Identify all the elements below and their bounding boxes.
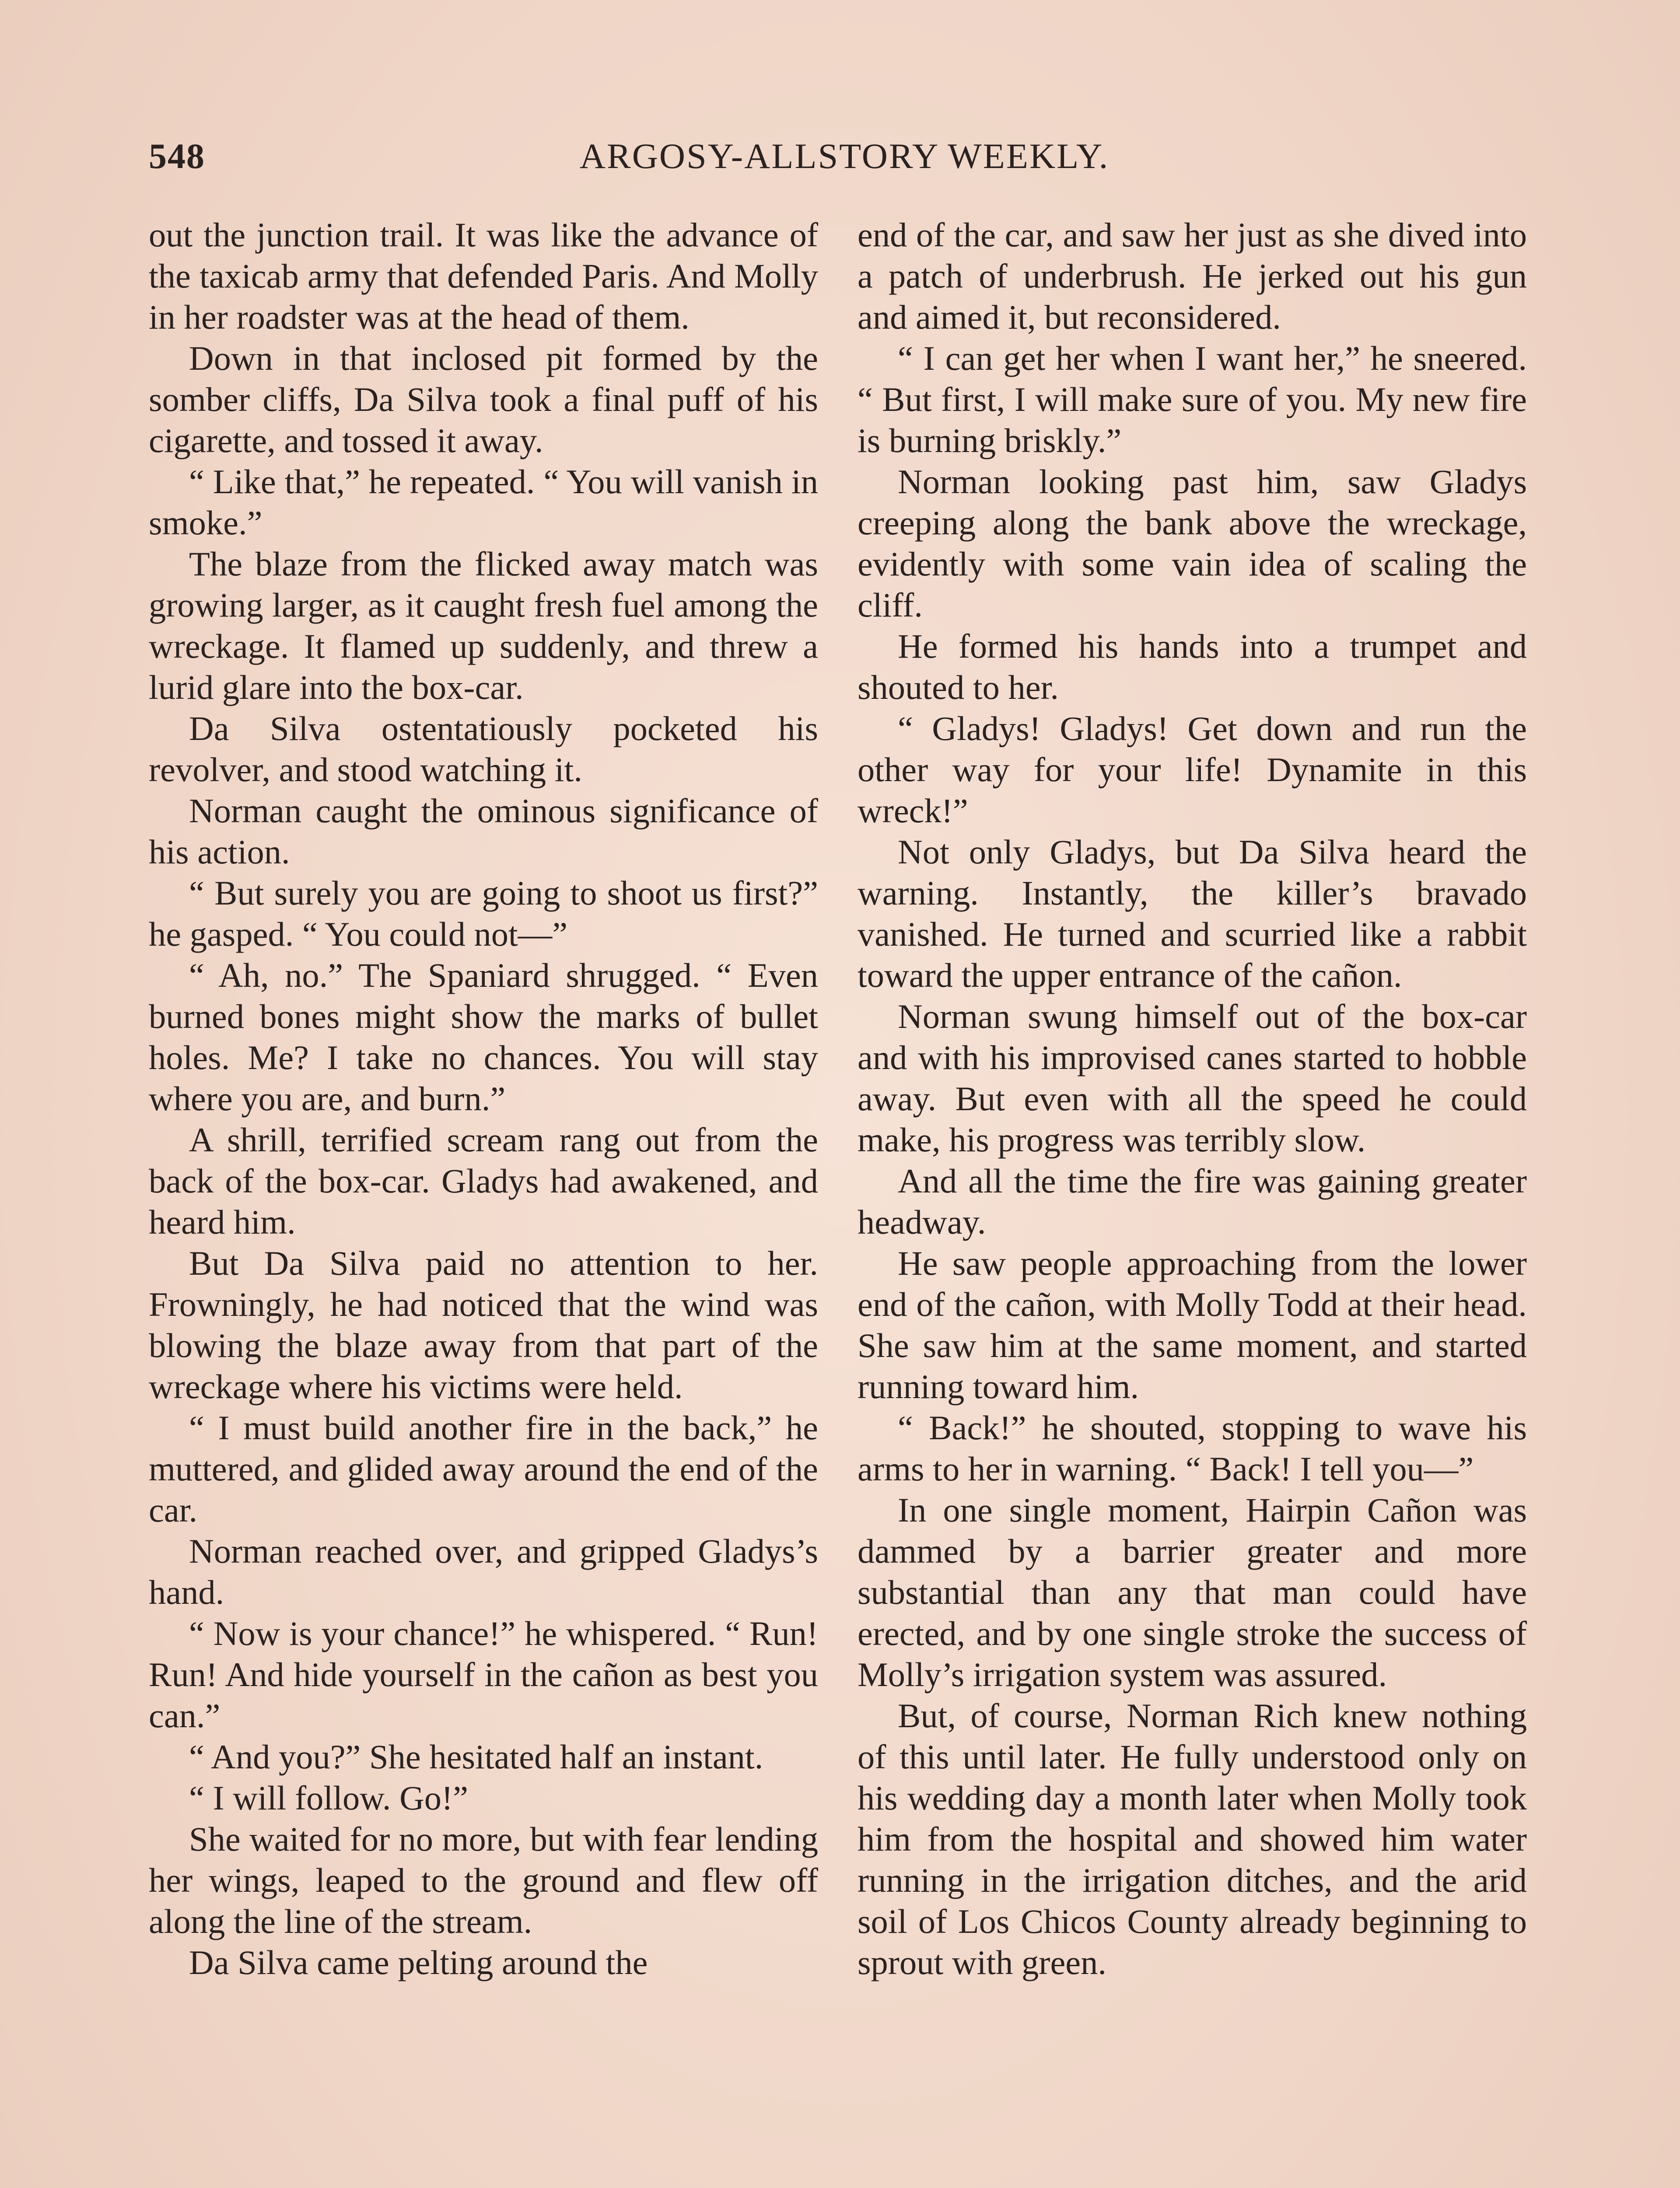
running-title: ARGOSY-ALLSTORY WEEKLY.	[579, 136, 1110, 176]
paragraph: “ I can get her when I want her,” he sneered. “ But first, I will make sure of you. My new fire is burning briskly.”	[858, 339, 1527, 459]
paragraph: He saw people approaching from the lower end of the cañon, with Molly Todd at their head. She saw him at the same moment, and started running toward him.	[858, 1244, 1527, 1406]
right-text-column	[858, 214, 1527, 1983]
paragraph: “ I will follow. Go!”	[189, 1779, 469, 1817]
paragraph: Not only Gladys, but Da Silva heard the warning. Instantly, the killer’s bravado vanished. He turned and scurried like a rabbit toward the upper entrance of the cañon.	[858, 833, 1527, 994]
paragraph: “ But surely you are going to shoot us first?” he gasped. “ You could not—”	[149, 874, 818, 953]
paragraph: Da Silva came pelting around the	[189, 1943, 648, 1981]
paragraph: She waited for no more, but with fear lending her wings, leaped to the ground and flew off along the line of the stream.	[149, 1820, 818, 1940]
paragraph: “ Ah, no.” The Spaniard shrugged. “ Even burned bones might show the marks of bullet holes. Me? I take no chances. You will stay where you are, and burn.”	[149, 956, 818, 1118]
paragraph: “ And you?” She hesitated half an instant.	[189, 1738, 763, 1776]
paragraph: Down in that inclosed pit formed by the somber cliffs, Da Silva took a final puff of his cigarette, and tossed it away.	[149, 339, 818, 459]
paragraph: end of the car, and saw her just as she dived into a patch of underbrush. He jerked out his gun and aimed it, but reconsidered.	[858, 216, 1527, 336]
paragraph: But, of course, Norman Rich knew nothing of this until later. He fully understood only on his wedding day a month later when Molly took him from the hospital and showed him water running in the irrigation ditches, and the arid soil of Los Chicos County already beginning to sprout with green.	[858, 1697, 1527, 1981]
paragraph: Da Silva ostentatiously pocketed his revolver, and stood watching it.	[149, 709, 818, 789]
paragraph: out the junction trail. It was like the advance of the taxicab army that defended Paris. And Molly in her roadster was at the head of them.	[149, 216, 818, 336]
left-text-column	[149, 214, 818, 1983]
paragraph: In one single moment, Hairpin Cañon was dammed by a barrier greater and more substantial than any that man could have erected, and by one single stroke the success of Molly’s irrigation system was assured.	[858, 1491, 1527, 1694]
paragraph: The blaze from the flicked away match was growing larger, as it caught fresh fuel among the wreckage. It flamed up suddenly, and threw a lurid glare into the box-car.	[149, 545, 818, 706]
paragraph: Norman caught the ominous significance of his action.	[149, 792, 818, 871]
paragraph: And all the time the fire was gaining greater headway.	[858, 1162, 1527, 1241]
paragraph: Norman reached over, and gripped Gladys’s hand.	[149, 1532, 818, 1611]
paragraph: He formed his hands into a trumpet and shouted to her.	[858, 627, 1527, 706]
paragraph: But Da Silva paid no attention to her. Frowningly, he had noticed that the wind was blowing the blaze away from that part of the wreckage where his victims were held.	[149, 1244, 818, 1406]
paragraph: “ I must build another fire in the back,” he muttered, and glided away around the end of the car.	[149, 1409, 818, 1529]
paragraph: “ Back!” he shouted, stopping to wave his arms to her in warning. “ Back! I tell you—”	[858, 1409, 1527, 1488]
paragraph: “ Now is your chance!” he whispered. “ Run! Run! And hide yourself in the cañon as best you can.”	[149, 1614, 818, 1735]
paragraph: Norman swung himself out of the box-car and with his improvised canes started to hobble away. But even with all the speed he could make, his progress was terribly slow.	[858, 997, 1527, 1159]
paragraph: A shrill, terrified scream rang out from the back of the box-car. Gladys had awakened, and heard him.	[149, 1121, 818, 1241]
paragraph: “ Like that,” he repeated. “ You will vanish in smoke.”	[149, 463, 818, 542]
page-number: 548	[149, 136, 205, 176]
paragraph: “ Gladys! Gladys! Get down and run the other way for your life! Dynamite in this wreck!”	[858, 709, 1527, 830]
paragraph: Norman looking past him, saw Gladys creeping along the bank above the wreckage, evidently with some vain idea of scaling the cliff.	[858, 463, 1527, 624]
page-header	[149, 136, 1540, 184]
